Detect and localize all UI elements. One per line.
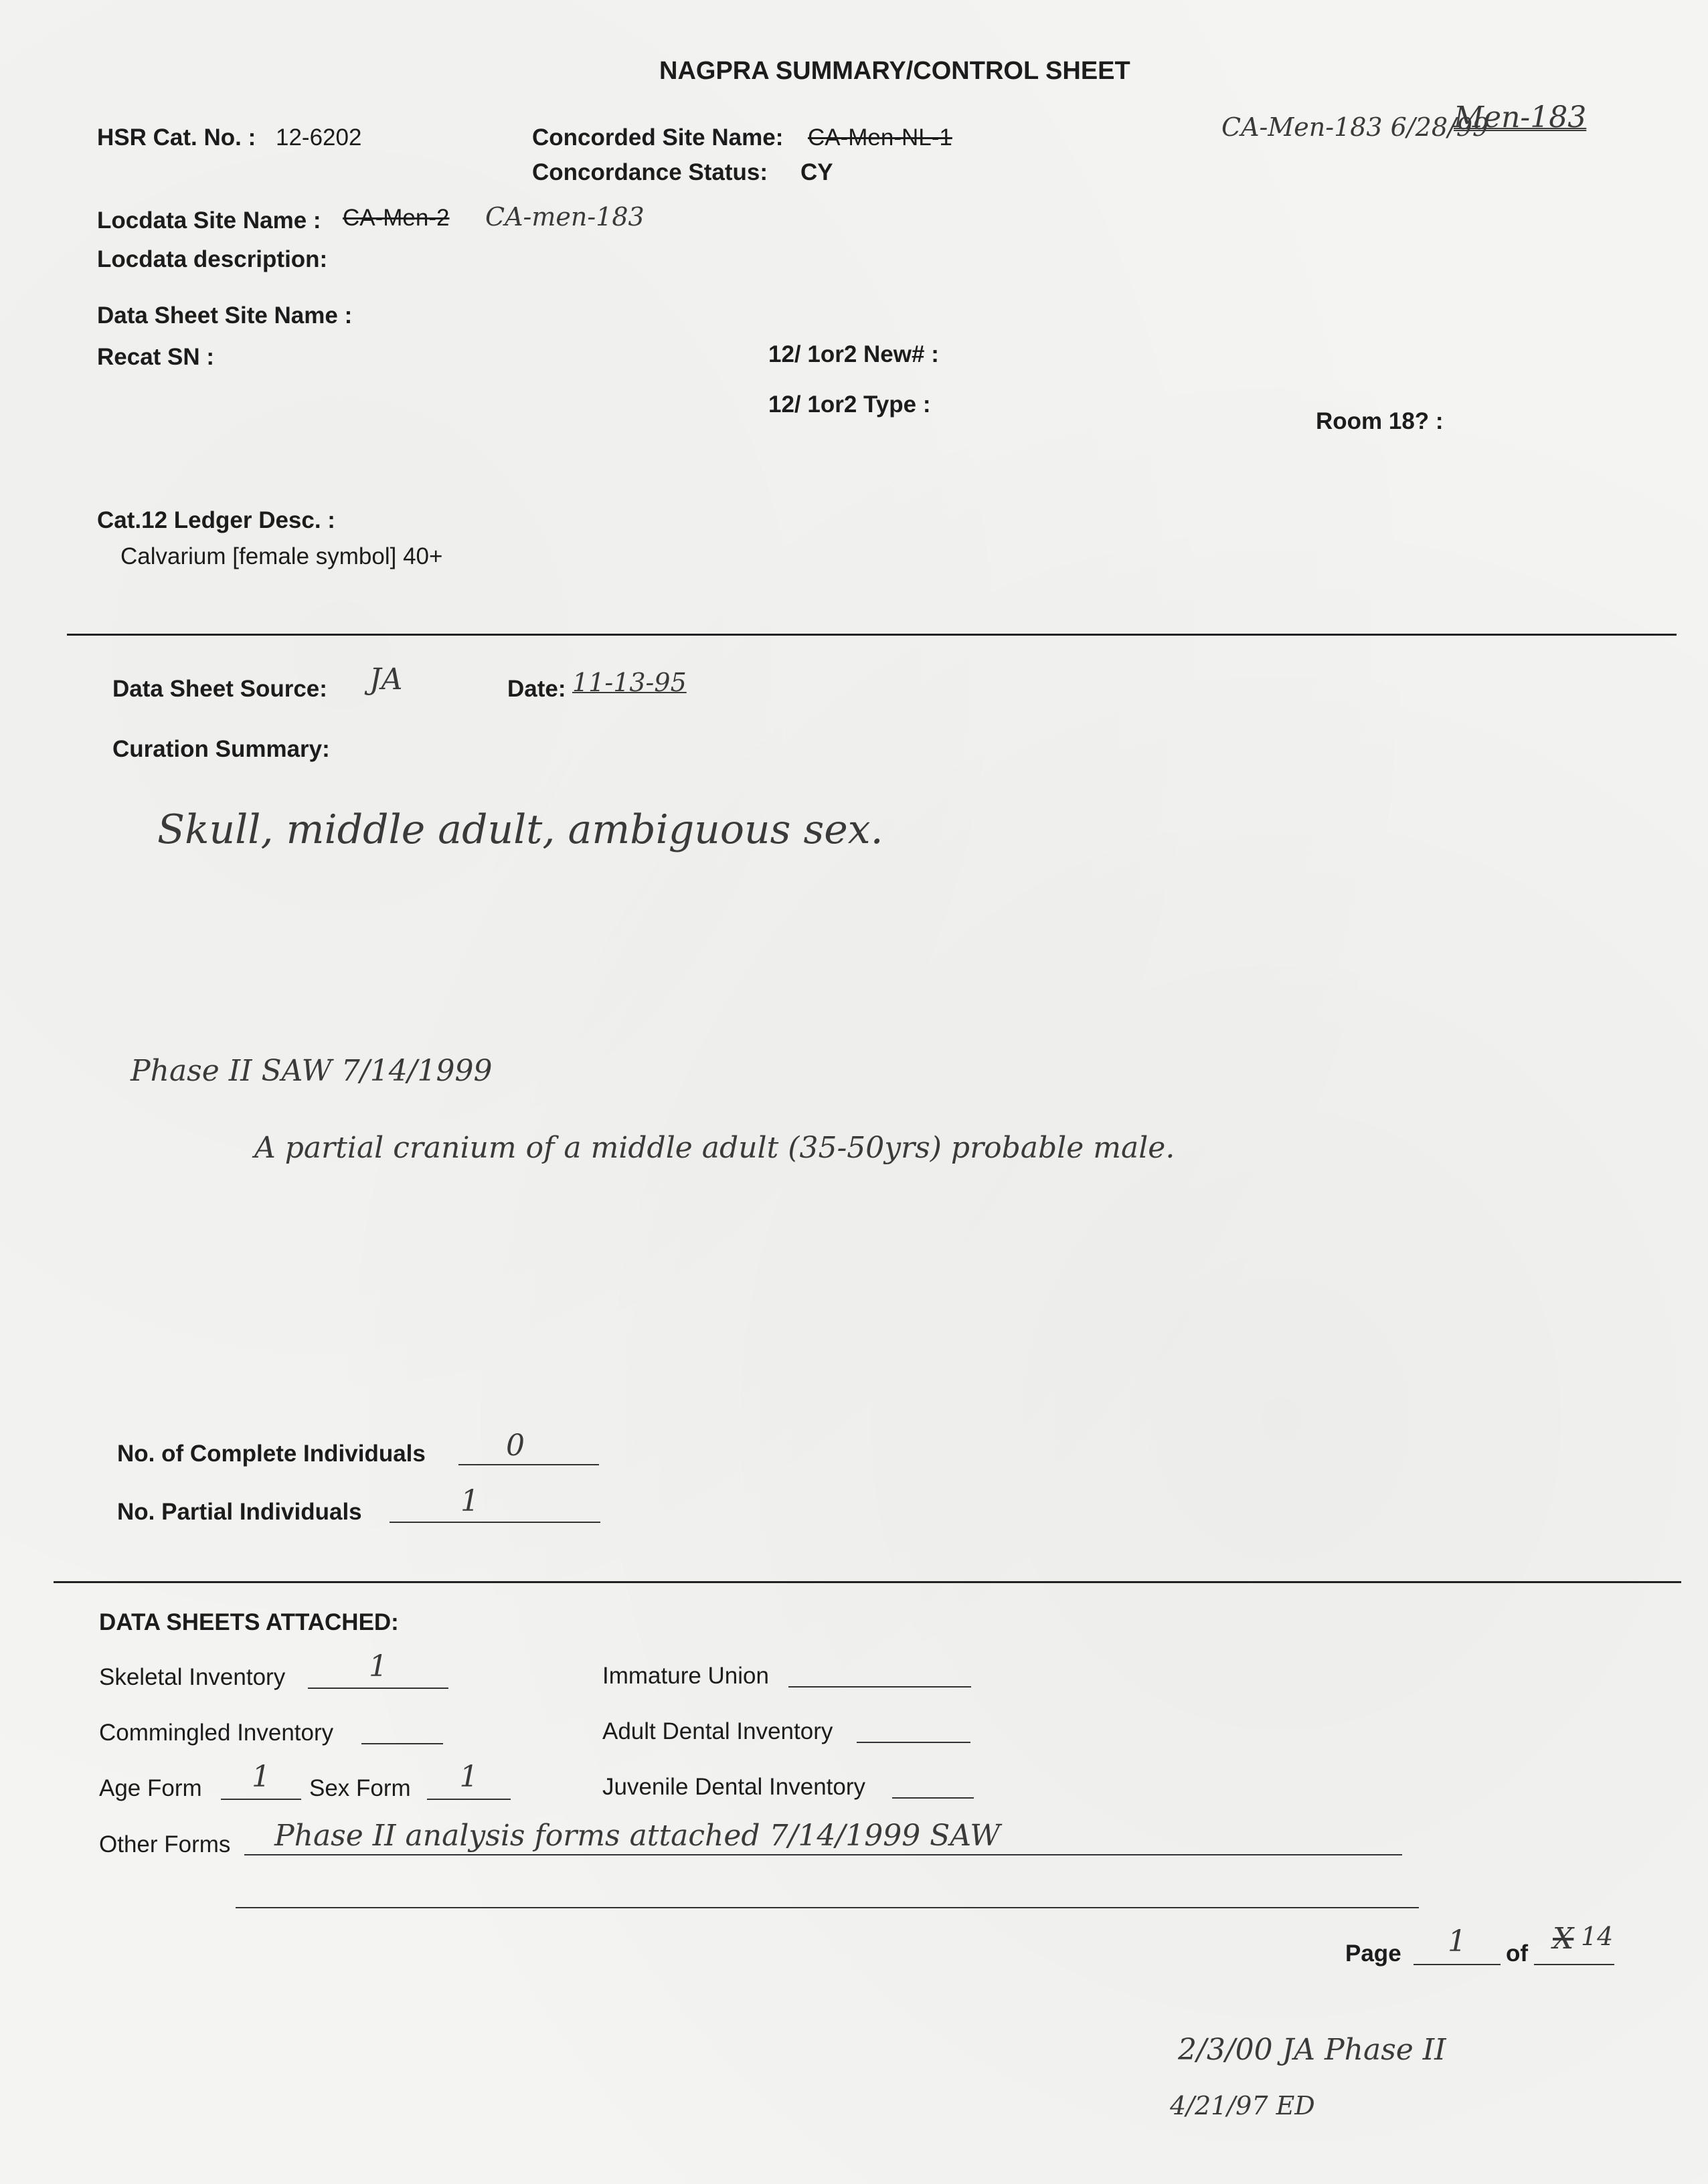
sex-form-label: Sex Form — [309, 1775, 411, 1801]
immature-union-label: Immature Union — [602, 1663, 769, 1689]
concordance-status-value: CY — [800, 159, 833, 185]
recat-sn-label: Recat SN : — [97, 344, 215, 370]
commingled-inventory-label: Commingled Inventory — [99, 1720, 334, 1746]
footer-note-2: 4/21/97 ED — [1170, 2091, 1315, 2120]
complete-individuals-label: No. of Complete Individuals — [117, 1441, 426, 1467]
juvenile-dental-inventory-line — [892, 1797, 974, 1799]
of-label: of — [1506, 1940, 1529, 1967]
data-sheets-attached-heading: DATA SHEETS ATTACHED: — [99, 1609, 399, 1635]
data-sheet-source-label: Data Sheet Source: — [112, 676, 327, 702]
page-total-struck: X — [1553, 1922, 1574, 1956]
skeletal-inventory-value: 1 — [369, 1649, 388, 1683]
other-forms-line-1 — [244, 1854, 1402, 1855]
data-sheet-source-value: JA — [369, 662, 403, 697]
page-number-value: 1 — [1448, 1924, 1466, 1959]
hsr-cat-value: 12-6202 — [276, 124, 362, 151]
concordance-status-label: Concordance Status: — [532, 159, 768, 185]
section-divider-1 — [67, 634, 1677, 636]
corner-handwritten-site: Men-183 — [1454, 100, 1587, 134]
date-label: Date: — [507, 676, 566, 702]
other-forms-value: Phase II analysis forms attached 7/14/1999 SAW — [274, 1819, 1001, 1853]
page-label: Page — [1345, 1940, 1401, 1967]
concorded-site-label: Concorded Site Name: — [532, 124, 784, 151]
phase-heading: Phase II SAW 7/14/1999 — [131, 1054, 493, 1088]
complete-individuals-value: 0 — [506, 1429, 525, 1463]
concorded-site-value: CA-Men-NL-1 — [808, 124, 952, 151]
skeletal-inventory-label: Skeletal Inventory — [99, 1664, 286, 1690]
sex-form-value: 1 — [459, 1760, 479, 1794]
partial-individuals-line — [390, 1522, 600, 1523]
partial-individuals-value: 1 — [460, 1484, 479, 1518]
date-value: 11-13-95 — [572, 668, 687, 697]
page-total-line — [1534, 1964, 1614, 1965]
new-number-label: 12/ 1or2 New# : — [768, 341, 939, 367]
immature-union-line — [788, 1686, 971, 1688]
document-title: NAGPRA SUMMARY/CONTROL SHEET — [659, 57, 1130, 85]
skeletal-inventory-line — [308, 1688, 448, 1689]
age-form-line — [221, 1799, 301, 1800]
page-total-value: 14 — [1581, 1922, 1614, 1951]
section-divider-2 — [54, 1581, 1681, 1583]
footer-note-1: 2/3/00 JA Phase II — [1178, 2033, 1446, 2067]
locdata-description-label: Locdata description: — [97, 246, 328, 272]
age-form-value: 1 — [252, 1760, 270, 1794]
curation-summary-label: Curation Summary: — [112, 736, 330, 762]
locdata-site-name-value: CA-Men-2 — [343, 205, 450, 231]
ledger-desc-label: Cat.12 Ledger Desc. : — [97, 507, 335, 533]
complete-individuals-line — [458, 1464, 599, 1465]
locdata-site-name-label: Locdata Site Name : — [97, 207, 321, 234]
other-forms-line-2 — [236, 1907, 1419, 1908]
corner-handwritten-note: CA-Men-183 6/28/99 — [1221, 112, 1489, 142]
hsr-cat-label: HSR Cat. No. : — [97, 124, 256, 151]
locdata-site-name-handwritten: CA-men-183 — [485, 202, 645, 232]
other-forms-label: Other Forms — [99, 1831, 231, 1857]
type-label: 12/ 1or2 Type : — [768, 391, 931, 418]
partial-individuals-label: No. Partial Individuals — [117, 1499, 362, 1525]
commingled-inventory-line — [361, 1743, 443, 1744]
ledger-desc-value: Calvarium [female symbol] 40+ — [120, 543, 443, 569]
adult-dental-inventory-label: Adult Dental Inventory — [602, 1718, 833, 1744]
phase-text: A partial cranium of a middle adult (35-50yrs) probable male. — [254, 1131, 1175, 1165]
adult-dental-inventory-line — [857, 1742, 970, 1743]
age-form-label: Age Form — [99, 1775, 202, 1801]
room-label: Room 18? : — [1316, 408, 1444, 434]
curation-summary-line1: Skull, middle adult, ambiguous sex. — [157, 806, 883, 853]
page-number-line — [1414, 1964, 1501, 1965]
juvenile-dental-inventory-label: Juvenile Dental Inventory — [602, 1774, 865, 1800]
data-sheet-site-name-label: Data Sheet Site Name : — [97, 302, 353, 329]
sex-form-line — [427, 1799, 511, 1800]
